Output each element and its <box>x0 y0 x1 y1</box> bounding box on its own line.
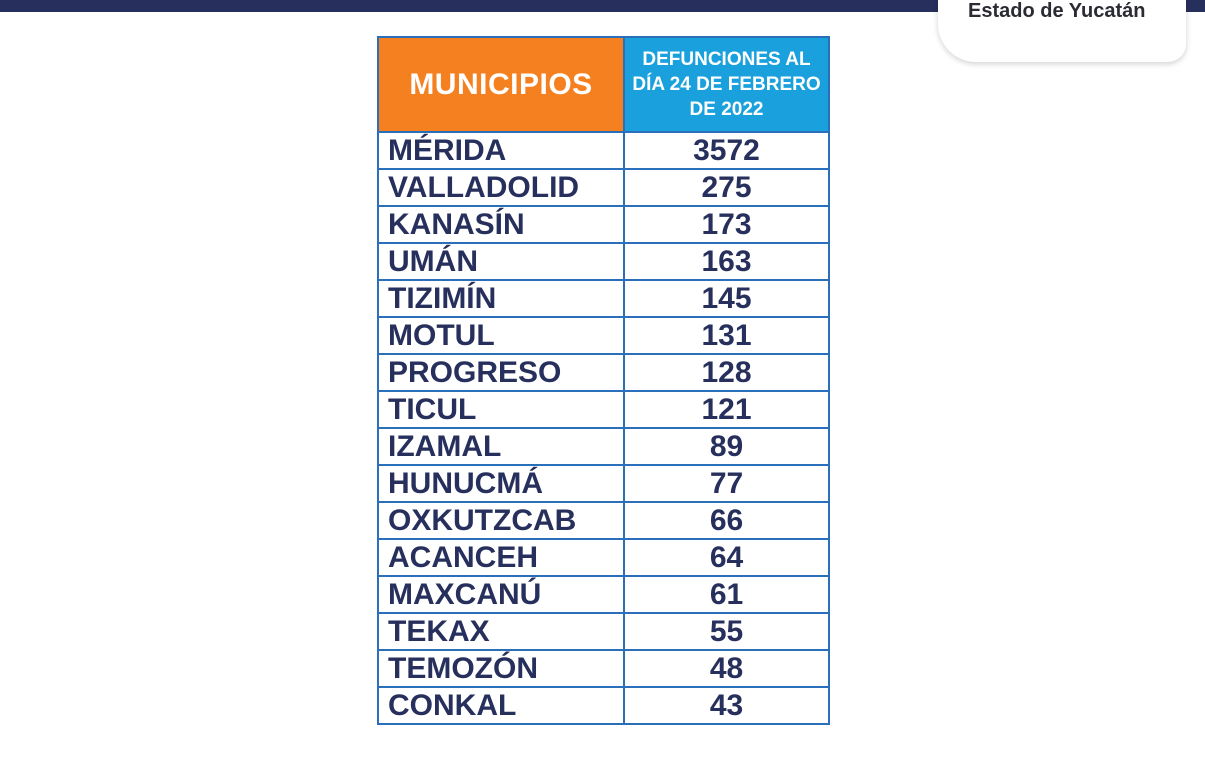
table-row <box>378 169 829 206</box>
table-header-row <box>378 37 829 132</box>
municipio-cell: OXKUTZCAB <box>378 502 624 539</box>
municipio-cell: CONKAL <box>378 687 624 724</box>
municipio-cell: PROGRESO <box>378 354 624 391</box>
table-row <box>378 317 829 354</box>
table-row <box>378 650 829 687</box>
municipio-cell: MOTUL <box>378 317 624 354</box>
municipio-cell: TIZIMÍN <box>378 280 624 317</box>
defunciones-cell: 55 <box>624 613 829 650</box>
table-row <box>378 687 829 724</box>
defunciones-cell: 275 <box>624 169 829 206</box>
defunciones-cell: 64 <box>624 539 829 576</box>
defunciones-cell: 89 <box>624 428 829 465</box>
municipio-cell: HUNUCMÁ <box>378 465 624 502</box>
table-row <box>378 243 829 280</box>
table-row <box>378 132 829 169</box>
defunciones-cell: 121 <box>624 391 829 428</box>
table-row <box>378 539 829 576</box>
deaths-table-container <box>377 36 828 776</box>
municipio-cell: TICUL <box>378 391 624 428</box>
municipio-cell: IZAMAL <box>378 428 624 465</box>
defunciones-cell: 43 <box>624 687 829 724</box>
table-row <box>378 206 829 243</box>
table-row <box>378 502 829 539</box>
column-header-defunciones: DEFUNCIONES AL DÍA 24 DE FEBRERO DE 2022 <box>624 37 829 132</box>
municipio-cell: VALLADOLID <box>378 169 624 206</box>
municipio-cell: UMÁN <box>378 243 624 280</box>
table-row <box>378 613 829 650</box>
municipio-cell: TEKAX <box>378 613 624 650</box>
table-row <box>378 576 829 613</box>
logo-text: Estado de Yucatán <box>968 0 1146 22</box>
defunciones-cell: 61 <box>624 576 829 613</box>
defunciones-cell: 48 <box>624 650 829 687</box>
municipio-cell: MÉRIDA <box>378 132 624 169</box>
table-row <box>378 391 829 428</box>
defunciones-cell: 145 <box>624 280 829 317</box>
table-row <box>378 280 829 317</box>
municipio-cell: KANASÍN <box>378 206 624 243</box>
defunciones-cell: 3572 <box>624 132 829 169</box>
deaths-by-municipality-table <box>377 36 830 725</box>
table-row <box>378 354 829 391</box>
defunciones-cell: 163 <box>624 243 829 280</box>
table-row <box>378 465 829 502</box>
defunciones-cell: 128 <box>624 354 829 391</box>
defunciones-cell: 77 <box>624 465 829 502</box>
column-header-municipios: MUNICIPIOS <box>378 37 624 132</box>
defunciones-cell: 131 <box>624 317 829 354</box>
table-row <box>378 428 829 465</box>
table-body <box>378 132 829 724</box>
municipio-cell: MAXCANÚ <box>378 576 624 613</box>
municipio-cell: TEMOZÓN <box>378 650 624 687</box>
defunciones-cell: 66 <box>624 502 829 539</box>
defunciones-cell: 173 <box>624 206 829 243</box>
municipio-cell: ACANCEH <box>378 539 624 576</box>
